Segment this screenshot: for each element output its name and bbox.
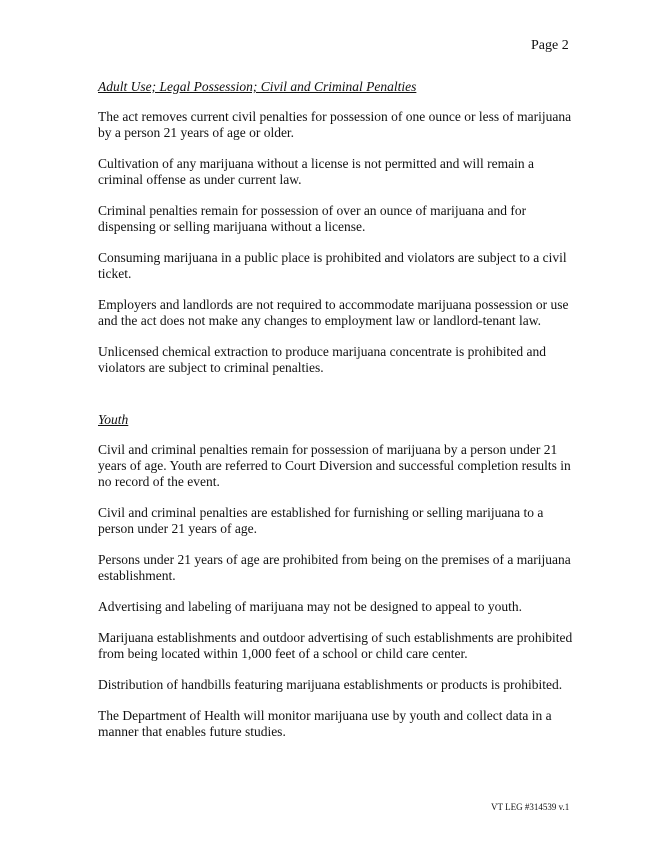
- paragraph: Consuming marijuana in a public place is prohibited and violators are subject to a civil ticket.: [98, 250, 567, 281]
- paragraph: Persons under 21 years of age are prohibited from being on the premises of a marijuana establishment.: [98, 552, 571, 583]
- paragraph: Cultivation of any marijuana without a license is not permitted and will remain a criminal offense as under current law.: [98, 156, 535, 187]
- page-number: Page 2: [531, 38, 569, 53]
- paragraph: The Department of Health will monitor marijuana use by youth and collect data in a manner that enables future studies.: [98, 708, 552, 739]
- section-heading-adult-use: Adult Use; Legal Possession; Civil and Criminal Penalties: [98, 79, 417, 94]
- document-id-footer: VT LEG #314539 v.1: [491, 802, 570, 812]
- paragraph: Advertising and labeling of marijuana may not be designed to appeal to youth.: [98, 599, 523, 614]
- section-heading-youth: Youth: [98, 412, 129, 427]
- section-youth: [98, 412, 578, 740]
- paragraph: Unlicensed chemical extraction to produce marijuana concentrate is prohibited and violators are subject to criminal penalties.: [98, 344, 546, 375]
- document-body: [98, 79, 578, 755]
- paragraph: Marijuana establishments and outdoor advertising of such establishments are prohibited from being located within 1,000 feet of a school or child care center.: [98, 630, 573, 661]
- paragraph: The act removes current civil penalties for possession of one ounce or less of marijuana by a person 21 years of age or older.: [98, 109, 572, 140]
- paragraph: Distribution of handbills featuring marijuana establishments or products is prohibited.: [98, 677, 563, 692]
- paragraph: Civil and criminal penalties are established for furnishing or selling marijuana to a person under 21 years of age.: [98, 505, 544, 536]
- section-adult-use: [98, 79, 578, 376]
- paragraph: Civil and criminal penalties remain for possession of marijuana by a person under 21 years of age. Youth are referred to Court Diversion and successful completion results in no record of the event.: [98, 442, 571, 489]
- paragraph: Employers and landlords are not required to accommodate marijuana possession or use and the act does not make any changes to employment law or landlord-tenant law.: [98, 297, 569, 328]
- paragraph: Criminal penalties remain for possession of over an ounce of marijuana and for dispensing or selling marijuana without a license.: [98, 203, 527, 234]
